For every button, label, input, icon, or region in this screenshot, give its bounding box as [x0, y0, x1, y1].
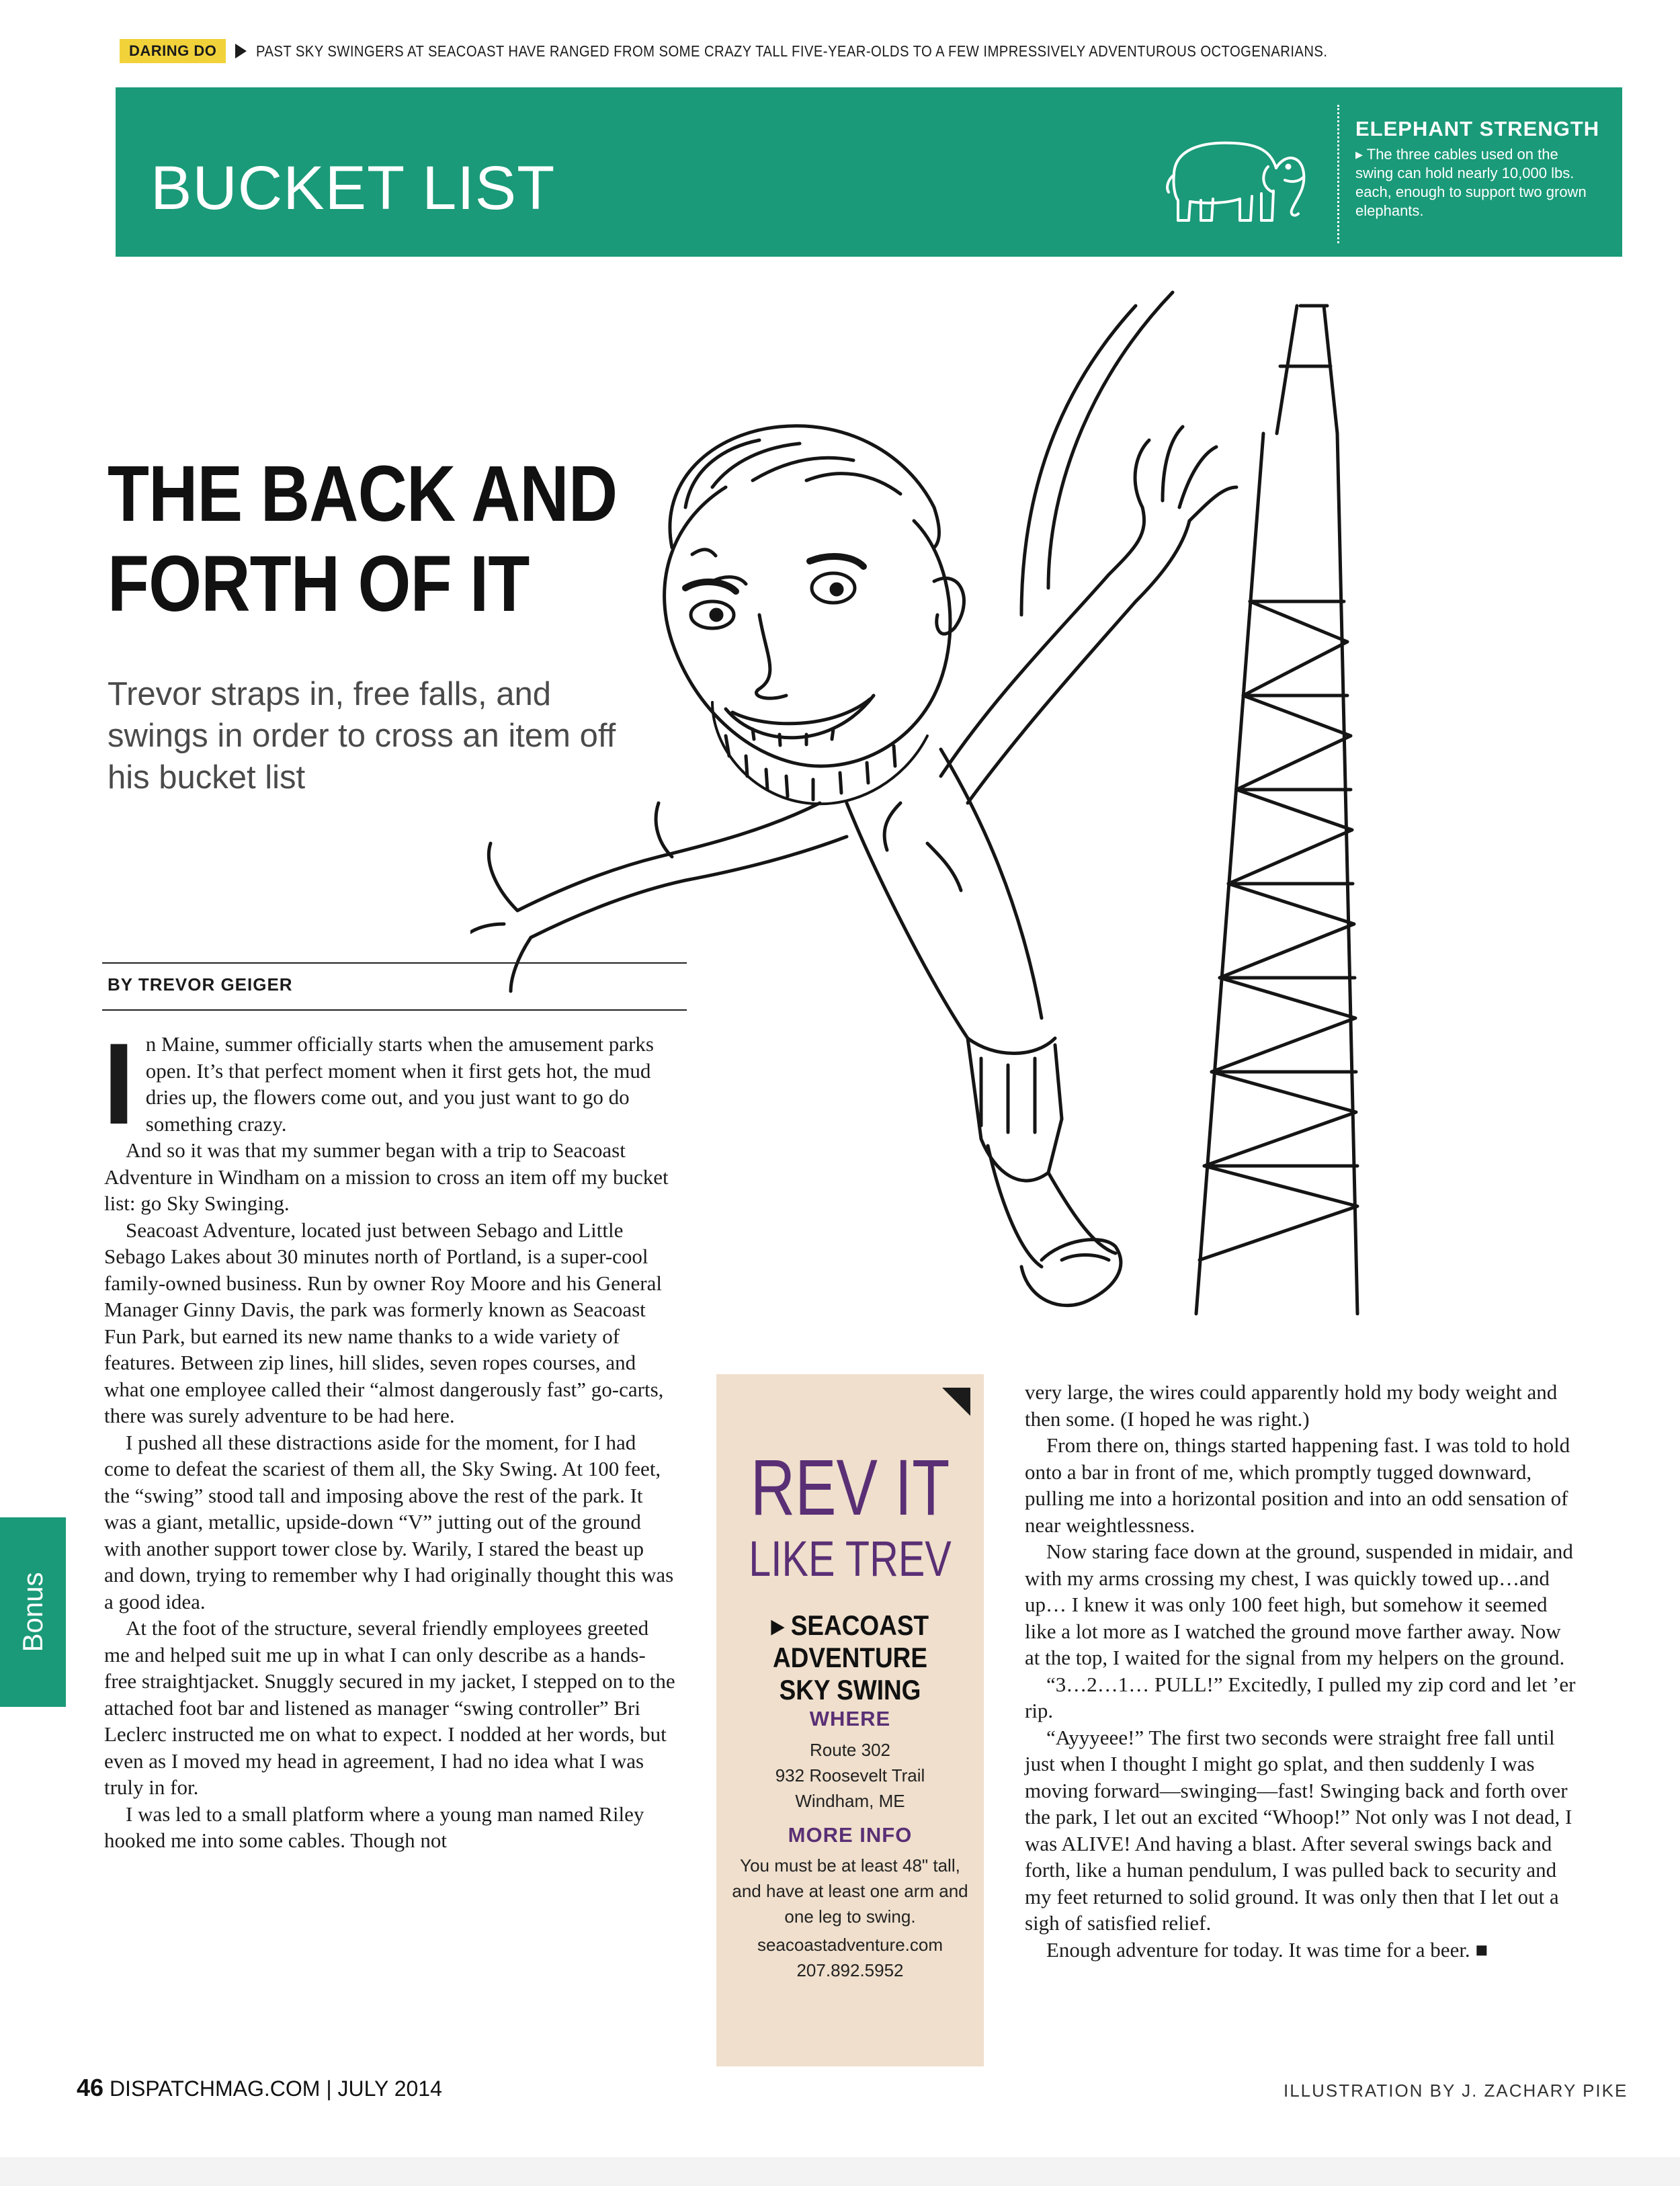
byline-rule-bottom	[102, 1009, 687, 1011]
section-title: BUCKET LIST	[151, 154, 556, 222]
headline	[108, 449, 628, 629]
paragraph: Seacoast Adventure, located just between Sebago and Little Sebago Lakes about 30 minutes north of Portland, is a super-cool family-owned business. Run by owner Roy Moore and his General Manager Ginny Davis, the park was formerly known as Seacoast Fun Park, but earned its new name thanks to a wide variety of features. Between zip lines, hill slides, seven ropes courses, and what one employee called their “almost dangerously fast” go-carts, there was surely adventure to be had here.	[104, 1218, 664, 1427]
paragraph: Enough adventure for today. It was time for a beer. ■	[1046, 1937, 1488, 1962]
section-banner	[116, 87, 1622, 257]
deck: Trevor straps in, free falls, and swings in order to cross an item off his bucket list	[108, 676, 616, 796]
footer	[77, 2074, 442, 2102]
headline-line-1: THE BACK AND	[108, 450, 618, 538]
sidebar-subtitle: LIKE TREV	[749, 1531, 952, 1587]
paragraph: And so it was that my summer began with a trip to Seacoast Adventure in Windham on a mission to cross an item off my bucket list: go Sky Swinging.	[104, 1138, 669, 1215]
elephant-icon	[1161, 126, 1315, 227]
bonus-tab[interactable]	[0, 1517, 66, 1707]
corner-arrow-icon	[942, 1388, 970, 1416]
paragraph: Now staring face down at the ground, suspended in midair, and with my arms crossing my chest, I was quickly towed up…and up… I knew it was only 100 feet high, but somehow it seemed like a lot more as I watched the ground move farther away. Now at the top, I waited for the signal from my helpers on the ground.	[1025, 1540, 1573, 1669]
address-line: Route 302	[810, 1740, 890, 1760]
sidebar-title: REV IT	[750, 1443, 950, 1532]
paragraph: At the foot of the structure, several friendly employees greeted me and helped suit me up in what I can only describe as a hands-free straightjacket. Snuggly secured in my jacket, I stepped on to the attached foot bar and listened as manager “swing controller” Bri Leclerc instructed me on what to expect. I nodded at her words, but even as I moved my head in agreement, I had no idea what I was truly in for.	[104, 1616, 675, 1799]
paragraph: From there on, things started happening fast. I was told to hold onto a bar in front of me, which promptly tugged downward, pulling me into a horizontal position and into an odd sensation of near weightlessness.	[1025, 1433, 1570, 1537]
elephant-strength-title: ELEPHANT STRENGTH	[1355, 117, 1600, 140]
paragraph: In Maine, summer officially starts when the amusement parks open. It’s that perfect moment when it first gets hot, the mud dries up, the flowers come out, and you just want to go do something crazy.	[103, 1019, 654, 1148]
phone-number: 207.892.5952	[796, 1960, 904, 1980]
info-text: You must be at least 48" tall, and have at least one arm and one leg to swing.	[732, 1855, 968, 1927]
website-link[interactable]: seacoastadventure.com	[757, 1935, 943, 1955]
page-number: 46	[77, 2074, 104, 2101]
bonus-tab-label: Bonus	[17, 1572, 48, 1652]
more-info-label: MORE INFO	[788, 1823, 913, 1847]
kicker-text: PAST SKY SWINGERS AT SEACOAST HAVE RANGED FROM SOME CRAZY TALL FIVE-YEAR-OLDS TO A FEW IMPRESSIVELY ADVENTUROUS OCTOGENARIANS.	[256, 42, 1328, 60]
site-date: DISPATCHMAG.COM | JULY 2014	[109, 2076, 442, 2101]
article-column-left	[103, 1019, 675, 1854]
address-line: 932 Roosevelt Trail	[775, 1765, 925, 1785]
kicker	[120, 34, 1474, 69]
kicker-tag: DARING DO	[120, 39, 226, 63]
kicker-arrow-icon	[235, 44, 247, 58]
paragraph: I pushed all these distractions aside for the moment, for I had come to defeat the scariest of them all, the Sky Swing. At 100 feet, the “swing” stood tall and imposing above the rest of the park. It was a giant, metallic, upside-down “V” jutting out of the ground with another support tower close by. Warily, I stared the beast up and down, trying to remember why I had originally thought this was a good idea.	[104, 1430, 674, 1613]
rev-it-sidebar	[716, 1374, 984, 2066]
page-edge	[0, 2157, 1680, 2186]
paragraph: I was led to a small platform where a young man named Riley hooked me into some cables. Though not	[104, 1802, 644, 1852]
venue-name: ▸ SEACOAST ADVENTURE SKY SWING	[771, 1609, 929, 1706]
illustration-credit: ILLUSTRATION BY J. ZACHARY PIKE	[1284, 2080, 1628, 2101]
paragraph: “Ayyyeee!” The first two seconds were straight free fall until just when I thought I might go splat, and then suddenly I was moving forward—swinging—fast! Swinging back and forth over the park, I let out an excited “Whoop!” Not only was I not dead, I was ALIVE! And having a blast. After several swings back and forth, like a human pendulum, I was pulled back to security and my feet returned to solid ground. It was only then that I let out a sigh of satisfied relief.	[1025, 1725, 1572, 1935]
article-column-right	[1025, 1379, 1579, 1963]
byline-rule-top	[102, 962, 687, 964]
address-line: Windham, ME	[795, 1791, 905, 1811]
elephant-strength-text: ▸ The three cables used on the swing can hold nearly 10,000 lbs. each, enough to support two grown elephants.	[1355, 146, 1587, 219]
paragraph: “3…2…1… PULL!” Excitedly, I pulled my zip cord and let ’er rip.	[1025, 1672, 1576, 1722]
drop-cap: I	[103, 1019, 135, 1148]
where-label: WHERE	[809, 1707, 891, 1730]
paragraph: very large, the wires could apparently hold my body weight and then some. (I hoped he was right.)	[1025, 1380, 1558, 1431]
headline-line-2: FORTH OF IT	[108, 540, 530, 628]
byline: BY TREVOR GEIGER	[108, 974, 293, 995]
banner-divider	[1337, 105, 1339, 243]
